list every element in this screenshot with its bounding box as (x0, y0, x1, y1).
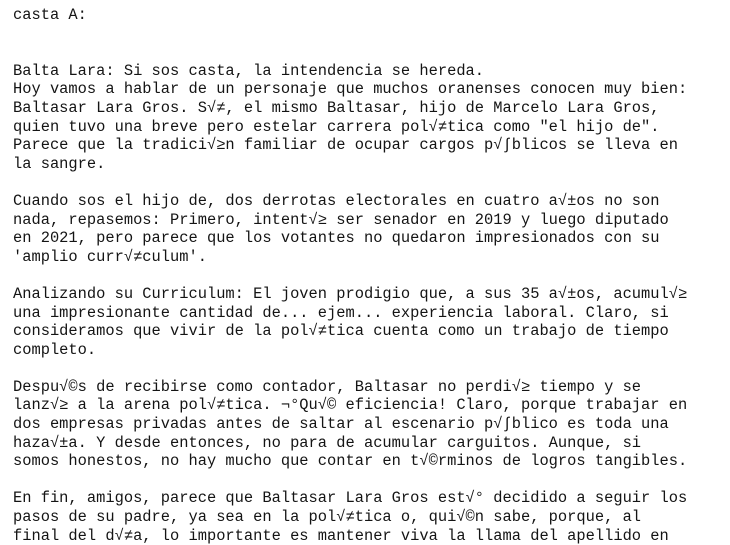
text-line: pasos de su padre, ya sea en la pol√≠tica o, qui√©n sabe, porque, al (13, 508, 642, 527)
paragraph-3 (13, 285, 725, 359)
text-line: Despu√©s de recibirse como contador, Baltasar no perdi√≥ tiempo y se (13, 377, 642, 396)
text-line: una impresionante cantidad de... ejem... experiencia laboral. Claro, si (13, 303, 669, 322)
text-line: somos honestos, no hay mucho que contar en t√©rminos de logros tangibles. (13, 452, 688, 471)
text-line: Analizando su Curriculum: El joven prodigio que, a sus 35 a√±os, acumul√≥ (13, 284, 688, 303)
text-line: 'amplio curr√≠culum'. (13, 247, 207, 266)
spacer (13, 173, 725, 192)
text-line: final del d√≠a, lo importante es mantener viva la llama del apellido en (13, 526, 669, 545)
spacer (13, 471, 725, 490)
text-line: Balta Lara: Si sos casta, la intendencia se hereda. (13, 61, 485, 80)
document-body (13, 0, 725, 545)
text-line: quien tuvo una breve pero estelar carrera pol√≠tica como "el hijo de". (13, 117, 660, 136)
text-line: Cuando sos el hijo de, dos derrotas electorales en cuatro a√±os no son (13, 191, 660, 210)
spacer (13, 43, 725, 62)
spacer (13, 25, 725, 44)
paragraph-4 (13, 378, 725, 471)
text-line: en 2021, pero parece que los votantes no quedaron impresionados con su (13, 229, 660, 248)
text-line: haza√±a. Y desde entonces, no para de acumular carguitos. Aunque, si (13, 433, 642, 452)
spacer (13, 266, 725, 285)
text-line: nada, repasemos: Primero, intent√≥ ser senador en 2019 y luego diputado (13, 210, 669, 229)
paragraph-1 (13, 62, 725, 174)
text-line: Hoy vamos a hablar de un personaje que muchos oranenses conocen muy bien: (13, 80, 688, 99)
text-line: dos empresas privadas antes de saltar al escenario p√∫blico es toda una (13, 415, 669, 434)
text-line: consideramos que vivir de la pol√≠tica cuenta como un trabajo de tiempo (13, 322, 669, 341)
text-line: lanz√≥ a la arena pol√≠tica. ¬°Qu√© eficiencia! Claro, porque trabajar en (13, 396, 688, 415)
text-line: En fin, amigos, parece que Baltasar Lara Gros est√° decidido a seguir los (13, 489, 688, 508)
text-line: la sangre. (13, 154, 106, 173)
intro-line: casta A: (13, 6, 87, 24)
text-line: completo. (13, 340, 97, 359)
spacer (13, 359, 725, 378)
text-line: Baltasar Lara Gros. S√≠, el mismo Baltasar, hijo de Marcelo Lara Gros, (13, 98, 660, 117)
paragraph-2 (13, 192, 725, 266)
text-line: Parece que la tradici√≥n familiar de ocupar cargos p√∫blicos se lleva en (13, 136, 678, 155)
